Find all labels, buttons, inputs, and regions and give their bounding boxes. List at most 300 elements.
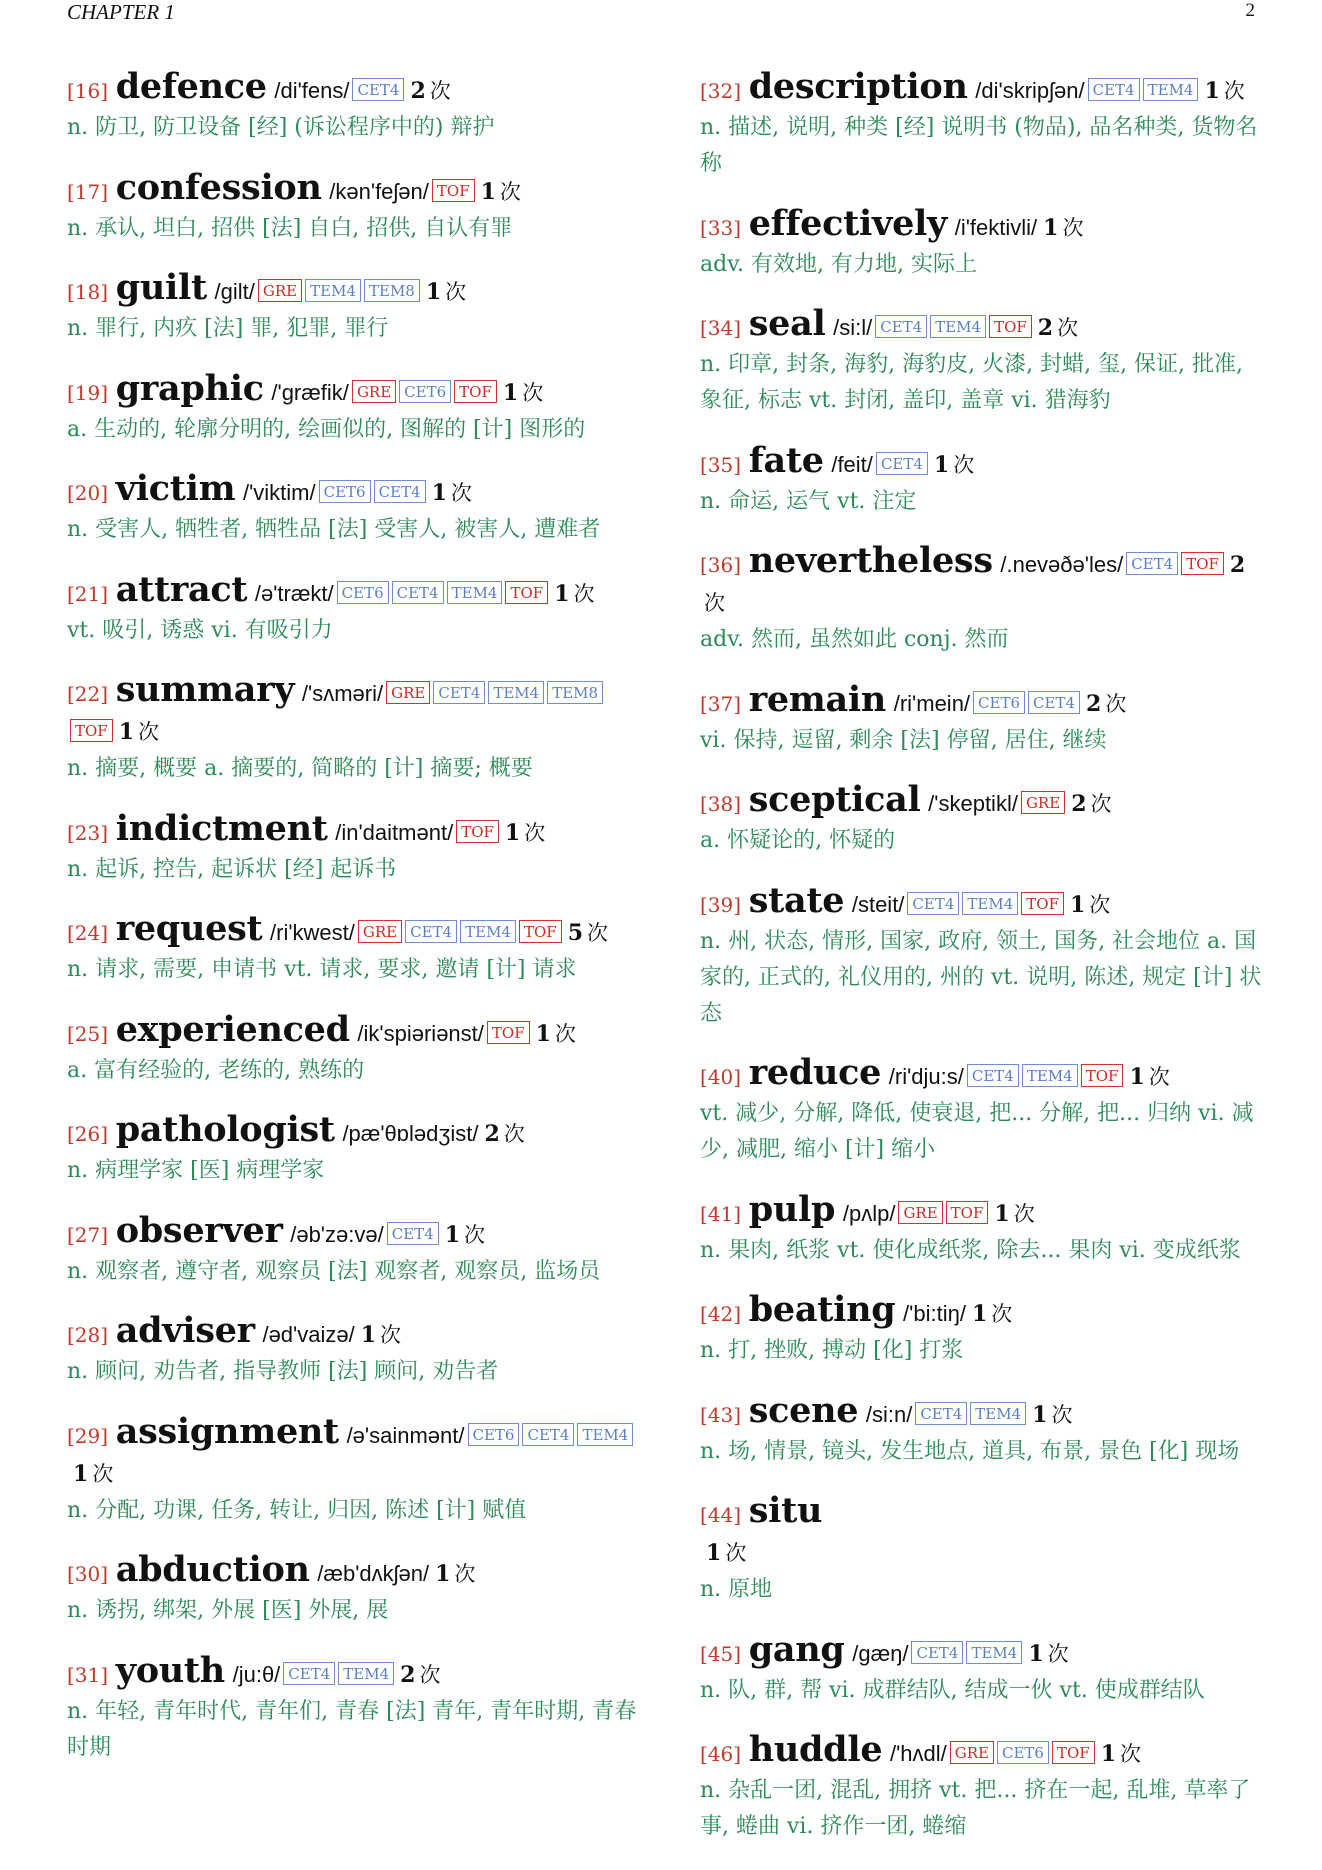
entry-index: [17] [67, 179, 109, 204]
definition: a. 怀疑论的, 怀疑的 [700, 828, 896, 853]
exam-tag: TEM8 [547, 681, 603, 704]
entry-headline [700, 1389, 1270, 1434]
exam-tag: TEM8 [364, 279, 420, 302]
phonetic: /ik'spiəriənst/ [357, 1020, 484, 1046]
entry-headline [700, 68, 1270, 110]
definition: n. 原地 [700, 1577, 773, 1602]
occurrence-count: 1 [971, 1301, 988, 1327]
occurrence-count: 1 [994, 1200, 1010, 1227]
count-unit: 次 [1148, 1065, 1170, 1089]
definition: n. 起诉, 控告, 起诉状 [经] 起诉书 [67, 856, 397, 882]
exam-tag: TEM4 [305, 279, 361, 302]
count-unit: 次 [503, 1122, 525, 1146]
vocab-entry [700, 439, 1270, 520]
headword: sceptical [748, 779, 921, 820]
occurrence-count: 2 [484, 1121, 500, 1147]
phonetic: /kən'feʃən/ [329, 178, 429, 204]
entry-index: [43] [700, 1402, 742, 1427]
vocab-entry [67, 671, 637, 787]
entry-headline [67, 807, 637, 852]
headword: pathologist [115, 1109, 335, 1150]
entry-headline [700, 542, 1270, 622]
count-unit: 次 [380, 1323, 402, 1347]
exam-tag: CET4 [967, 1064, 1019, 1087]
definition: n. 承认, 坦白, 招供 [法] 自白, 招供, 自认有罪 [67, 215, 513, 241]
entry-headline [700, 439, 1270, 484]
headword: graphic [115, 367, 264, 409]
count-unit: 次 [725, 1541, 747, 1565]
exam-tag: TOF [456, 820, 499, 843]
exam-tag: TOF [946, 1201, 989, 1224]
headword: seal [748, 303, 826, 344]
count-unit: 次 [1062, 215, 1084, 240]
definition: n. 打, 挫败, 搏动 [化] 打浆 [700, 1338, 964, 1363]
phonetic: /gæŋ/ [852, 1640, 909, 1666]
count-unit: 次 [429, 79, 451, 103]
headword: youth [115, 1649, 225, 1691]
vocab-entry [67, 1410, 637, 1529]
definition: vt. 减少, 分解, 降低, 使衰退, 把... 分解, 把... 归纳 vi. 减少, 减肥, 缩小 [计] 缩小 [700, 1101, 1254, 1162]
exam-tag: CET4 [352, 78, 404, 101]
vocab-entry [700, 1188, 1270, 1269]
count-unit: 次 [1047, 1641, 1069, 1666]
vocab-entry [67, 166, 637, 247]
exam-tag: CET6 [399, 380, 451, 403]
phonetic: /ri'dju:s/ [888, 1064, 964, 1089]
phonetic: /'sʌməri/ [301, 681, 384, 706]
headword: fate [748, 439, 824, 481]
vocab-entry [700, 305, 1270, 419]
exam-tag: CET4 [915, 1402, 967, 1425]
exam-tag: CET6 [973, 691, 1025, 714]
exam-tag: TEM4 [930, 315, 986, 338]
vocab-entry [700, 1628, 1270, 1709]
exam-tag: CET4 [522, 1423, 574, 1446]
headword: reduce [748, 1052, 882, 1093]
headword: abduction [115, 1549, 310, 1590]
exam-tag: TOF [505, 581, 548, 604]
definition: adv. 然而, 虽然如此 conj. 然而 [700, 627, 1009, 652]
occurrence-count: 2 [1071, 791, 1087, 817]
occurrence-count: 1 [73, 1460, 89, 1487]
vocab-entry [700, 1389, 1270, 1470]
count-unit: 次 [1120, 1742, 1141, 1766]
exam-tag: CET4 [1028, 691, 1080, 714]
vocab-entry [67, 68, 637, 146]
entry-headline [700, 202, 1270, 247]
phonetic: /ə'sainmənt/ [346, 1422, 465, 1448]
occurrence-count: 1 [431, 480, 447, 506]
headword: remain [748, 678, 887, 720]
entry-index: [30] [67, 1562, 109, 1586]
phonetic: /di'fens/ [274, 78, 350, 103]
entry-index: [32] [700, 79, 742, 103]
exam-tag: TEM4 [460, 920, 516, 943]
definition: n. 州, 状态, 情形, 国家, 政府, 领土, 国务, 社会地位 a. 国家的, 正式的, 礼仪用的, 州的 vt. 说明, 陈述, 规定 [计] 状态 [700, 928, 1262, 1026]
exam-tag: CET4 [907, 892, 959, 915]
entry-headline [67, 68, 637, 110]
definition: n. 受害人, 牺牲者, 牺牲品 [法] 受害人, 被害人, 遭难者 [67, 517, 601, 542]
exam-tag: TOF [1181, 552, 1224, 575]
vocab-entry [700, 1054, 1270, 1168]
entry-index: [38] [700, 792, 742, 816]
page-number: 2 [1245, 0, 1255, 21]
occurrence-count: 1 [706, 1540, 722, 1566]
entry-headline [67, 1111, 637, 1153]
entry-index: [23] [67, 820, 109, 845]
exam-tag: TEM4 [338, 1662, 394, 1685]
entry-headline [700, 1492, 1270, 1572]
headword: effectively [748, 202, 948, 244]
exam-tag: CET4 [1126, 552, 1178, 575]
definition: vt. 吸引, 诱惑 vi. 有吸引力 [67, 617, 333, 643]
entry-headline [700, 1054, 1270, 1096]
occurrence-count: 1 [1069, 891, 1086, 918]
phonetic: /si:l/ [833, 315, 873, 340]
occurrence-count: 1 [118, 719, 135, 745]
count-unit: 次 [1223, 79, 1245, 103]
exam-tag: TOF [432, 179, 475, 202]
vocab-entry [67, 1111, 637, 1189]
headword: nevertheless [748, 540, 993, 581]
page-header [67, 0, 1255, 24]
vocab-entry [700, 202, 1270, 283]
entry-index: [37] [700, 691, 742, 716]
phonetic: /i'fektivli/ [954, 214, 1038, 240]
exam-tag: GRE [258, 279, 302, 302]
exam-tag: GRE [1021, 791, 1065, 814]
exam-tag: CET4 [374, 480, 426, 503]
exam-tag: CET4 [911, 1641, 963, 1664]
entry-index: [41] [700, 1201, 742, 1226]
exam-tag: TOF [70, 719, 113, 742]
count-unit: 次 [953, 452, 975, 477]
headword: victim [115, 468, 236, 509]
headword: observer [115, 1209, 283, 1251]
exam-tag: TOF [989, 315, 1032, 338]
entry-index: [28] [67, 1323, 109, 1347]
phonetic: /pæ'θɒlədʒist/ [342, 1121, 479, 1146]
phonetic: /'bi:tiŋ/ [903, 1301, 966, 1326]
count-unit: 次 [1051, 1402, 1073, 1427]
exam-tag: CET4 [875, 315, 927, 338]
definition: n. 病理学家 [医] 病理学家 [67, 1158, 325, 1183]
entry-headline [700, 1731, 1270, 1773]
count-unit: 次 [92, 1461, 114, 1486]
headword: adviser [115, 1310, 255, 1351]
entry-index: [18] [67, 280, 109, 304]
entry-index: [46] [700, 1742, 742, 1766]
vocab-entry [700, 1291, 1270, 1369]
headword: summary [115, 669, 295, 710]
exam-tag: TEM4 [447, 581, 503, 604]
headword: attract [115, 568, 248, 610]
exam-tag: CET4 [433, 681, 485, 704]
entry-headline [67, 470, 637, 512]
occurrence-count: 1 [1032, 1401, 1048, 1428]
occurrence-count: 2 [410, 78, 426, 104]
entry-index: [16] [67, 79, 109, 103]
phonetic: /feit/ [831, 451, 873, 477]
entry-headline [700, 781, 1270, 823]
exam-tag: TOF [1021, 892, 1064, 915]
entry-index: [29] [67, 1423, 109, 1448]
exam-tag: CET6 [337, 581, 389, 604]
definition: vi. 保持, 逗留, 剩余 [法] 停留, 居住, 继续 [700, 727, 1107, 753]
vocab-entry [67, 1008, 637, 1089]
entry-index: [22] [67, 682, 109, 706]
exam-tag: CET6 [997, 1741, 1049, 1764]
count-unit: 次 [991, 1302, 1013, 1326]
vocab-entry [700, 1731, 1270, 1845]
headword: description [748, 66, 968, 107]
count-unit: 次 [704, 591, 725, 615]
entry-headline [67, 1649, 637, 1694]
exam-tag: TEM4 [1143, 78, 1199, 101]
phonetic: /'hʌdl/ [889, 1741, 947, 1766]
exam-tag: TEM4 [1022, 1064, 1078, 1087]
headword: confession [115, 166, 322, 208]
exam-tag: CET4 [1088, 78, 1140, 101]
headword: gang [748, 1628, 845, 1670]
phonetic: /.nevəðə'les/ [1000, 552, 1124, 577]
exam-tag: GRE [898, 1201, 942, 1224]
exam-tag: TOF [519, 920, 562, 943]
occurrence-count: 1 [1100, 1741, 1116, 1767]
definition: n. 杂乱一团, 混乱, 拥挤 vt. 把... 挤在一起, 乱堆, 草率了事, 蜷曲 vi. 挤作一团, 蜷缩 [700, 1778, 1251, 1839]
headword: huddle [748, 1729, 883, 1770]
headword: indictment [115, 807, 328, 849]
phonetic: /si:n/ [865, 1401, 913, 1427]
vocab-entry [67, 470, 637, 548]
entry-index: [25] [67, 1021, 109, 1046]
definition: n. 场, 情景, 镜头, 发生地点, 道具, 布景, 景色 [化] 现场 [700, 1438, 1240, 1464]
entry-headline [67, 166, 637, 211]
count-unit: 次 [450, 481, 472, 505]
vocab-entry [67, 1551, 637, 1629]
occurrence-count: 1 [1129, 1064, 1145, 1090]
occurrence-count: 1 [425, 279, 442, 305]
headword: request [115, 908, 263, 949]
count-unit: 次 [138, 720, 160, 744]
phonetic: /'græfik/ [271, 379, 349, 405]
exam-tag: TOF [1081, 1064, 1124, 1087]
definition: n. 观察者, 遵守者, 观察员 [法] 观察者, 观察员, 监场员 [67, 1258, 601, 1284]
phonetic: /ju:θ/ [232, 1661, 281, 1687]
entry-index: [39] [700, 892, 742, 917]
headword: experienced [115, 1008, 350, 1050]
exam-tag: CET6 [468, 1423, 520, 1446]
entry-index: [40] [700, 1065, 742, 1089]
occurrence-count: 1 [480, 178, 496, 205]
entry-headline [67, 1410, 637, 1493]
definition: n. 顾问, 劝告者, 指导教师 [法] 顾问, 劝告者 [67, 1359, 499, 1384]
occurrence-count: 1 [435, 1561, 451, 1587]
phonetic: /steit/ [851, 891, 905, 917]
entry-headline [700, 1628, 1270, 1673]
count-unit: 次 [524, 820, 546, 845]
entry-headline [67, 568, 637, 613]
definition: n. 描述, 说明, 种类 [经] 说明书 (物品), 品名种类, 货物名称 [700, 115, 1258, 176]
entry-index: [35] [700, 452, 742, 477]
occurrence-count: 2 [1037, 315, 1054, 341]
definition: n. 请求, 需要, 申请书 vt. 请求, 要求, 邀请 [计] 请求 [67, 957, 577, 982]
entry-headline [700, 1188, 1270, 1233]
entry-index: [33] [700, 215, 742, 240]
headword: defence [115, 66, 267, 107]
chapter-title: CHAPTER 1 [67, 0, 175, 24]
occurrence-count: 1 [1204, 78, 1220, 104]
headword: beating [748, 1289, 896, 1330]
definition: n. 果肉, 纸浆 vt. 使化成纸浆, 除去... 果肉 vi. 变成纸浆 [700, 1237, 1241, 1263]
definition: adv. 有效地, 有力地, 实际上 [700, 251, 977, 277]
vocab-entry [67, 1312, 637, 1390]
phonetic: /pʌlp/ [842, 1200, 896, 1226]
entry-headline [67, 1209, 637, 1254]
phonetic: /ri'mein/ [893, 690, 971, 716]
exam-tag: TEM4 [962, 892, 1018, 915]
count-unit: 次 [573, 581, 595, 606]
headword: assignment [115, 1410, 339, 1452]
count-unit: 次 [1105, 691, 1127, 716]
entry-index: [21] [67, 581, 109, 606]
count-unit: 次 [499, 179, 521, 204]
left-column [67, 68, 637, 1788]
count-unit: 次 [464, 1222, 485, 1247]
entry-headline [700, 305, 1270, 347]
exam-tag: CET4 [283, 1662, 335, 1685]
entry-index: [45] [700, 1641, 742, 1666]
occurrence-count: 1 [502, 379, 519, 406]
phonetic: /əd'vaizə/ [262, 1322, 355, 1347]
exam-tag: TOF [487, 1021, 530, 1044]
count-unit: 次 [1090, 792, 1112, 816]
occurrence-count: 2 [1086, 690, 1102, 717]
vocab-entry [67, 807, 637, 888]
count-unit: 次 [454, 1562, 476, 1586]
definition: n. 防卫, 防卫设备 [经] (诉讼程序中的) 辩护 [67, 115, 495, 140]
entry-headline [700, 1291, 1270, 1333]
occurrence-count: 1 [1043, 214, 1059, 241]
occurrence-count: 1 [504, 819, 521, 846]
definition: n. 分配, 功课, 任务, 转让, 归因, 陈述 [计] 赋值 [67, 1497, 527, 1523]
exam-tag: TEM4 [488, 681, 544, 704]
exam-tag: CET4 [876, 452, 928, 475]
exam-tag: GRE [352, 380, 396, 403]
entry-headline [700, 678, 1270, 723]
phonetic: /ə'trækt/ [254, 580, 334, 606]
entry-headline [67, 367, 637, 412]
phonetic: /'viktim/ [242, 480, 316, 505]
phonetic: /in'daitmənt/ [335, 819, 454, 845]
count-unit: 次 [419, 1662, 441, 1687]
count-unit: 次 [587, 921, 608, 945]
exam-tag: TOF [454, 380, 497, 403]
entry-index: [34] [700, 316, 742, 340]
exam-tag: CET4 [387, 1222, 439, 1245]
phonetic: /ri'kwest/ [270, 920, 355, 945]
exam-tag: GRE [386, 681, 430, 704]
occurrence-count: 1 [933, 451, 950, 478]
definition: n. 诱拐, 绑架, 外展 [医] 外展, 展 [67, 1598, 389, 1623]
entry-index: [26] [67, 1122, 109, 1146]
entry-headline [67, 910, 637, 952]
exam-tag: GRE [358, 920, 402, 943]
entry-index: [19] [67, 380, 109, 405]
exam-tag: CET4 [392, 581, 444, 604]
entry-headline [700, 879, 1270, 924]
phonetic: /gilt/ [214, 279, 255, 304]
entry-index: [27] [67, 1222, 109, 1247]
entry-headline [67, 269, 637, 311]
occurrence-count: 1 [444, 1221, 460, 1248]
occurrence-count: 5 [567, 920, 583, 946]
exam-tag: TEM4 [966, 1641, 1022, 1664]
exam-tag: TOF [1052, 1741, 1095, 1764]
phonetic: /di'skripʃən/ [975, 78, 1085, 103]
definition: n. 罪行, 内疚 [法] 罪, 犯罪, 罪行 [67, 316, 389, 341]
count-unit: 次 [554, 1021, 576, 1046]
entry-index: [42] [700, 1302, 742, 1326]
phonetic: /əb'zə:və/ [290, 1221, 384, 1247]
definition: n. 年轻, 青年时代, 青年们, 青春 [法] 青年, 青年时期, 青春时期 [67, 1698, 637, 1760]
vocab-entry [67, 1209, 637, 1290]
entry-headline [67, 1551, 637, 1593]
entry-index: [20] [67, 481, 109, 505]
vocab-entry [67, 1649, 637, 1766]
entry-index: [31] [67, 1662, 109, 1687]
vocab-entry [67, 910, 637, 988]
vocab-entry [700, 781, 1270, 859]
exam-tag: GRE [950, 1741, 994, 1764]
headword: state [748, 879, 845, 921]
phonetic: /æb'dʌkʃən/ [317, 1561, 430, 1586]
phonetic: /'skeptikl/ [928, 791, 1018, 816]
definition: a. 富有经验的, 老练的, 熟练的 [67, 1057, 365, 1083]
count-unit: 次 [1089, 892, 1111, 917]
entry-index: [36] [700, 553, 742, 577]
count-unit: 次 [445, 280, 467, 304]
entry-headline [67, 1008, 637, 1053]
headword: pulp [748, 1188, 836, 1230]
headword: situ [748, 1490, 823, 1531]
vocab-entry [700, 542, 1270, 658]
vocab-entry [67, 568, 637, 649]
occurrence-count: 1 [535, 1020, 551, 1047]
exam-tag: CET4 [405, 920, 457, 943]
entry-index: [24] [67, 921, 109, 945]
vocab-entry [67, 269, 637, 347]
entry-headline [67, 671, 637, 751]
exam-tag: TEM4 [970, 1402, 1026, 1425]
occurrence-count: 1 [1028, 1640, 1044, 1667]
vocab-entry [700, 678, 1270, 759]
headword: guilt [115, 267, 207, 308]
vocab-entry [700, 879, 1270, 1032]
occurrence-count: 2 [400, 1661, 416, 1688]
vocab-entry [67, 367, 637, 448]
vocab-entry [700, 68, 1270, 182]
count-unit: 次 [522, 380, 544, 405]
count-unit: 次 [1013, 1201, 1035, 1226]
vocab-entry [700, 1492, 1270, 1608]
count-unit: 次 [1057, 316, 1079, 340]
definition: n. 命运, 运气 vt. 注定 [700, 488, 917, 514]
entry-index: [44] [700, 1503, 742, 1527]
definition: n. 摘要, 概要 a. 摘要的, 简略的 [计] 摘要; 概要 [67, 756, 533, 781]
occurrence-count: 1 [554, 580, 570, 607]
definition: n. 队, 群, 帮 vi. 成群结队, 结成一伙 vt. 使成群结队 [700, 1677, 1205, 1703]
